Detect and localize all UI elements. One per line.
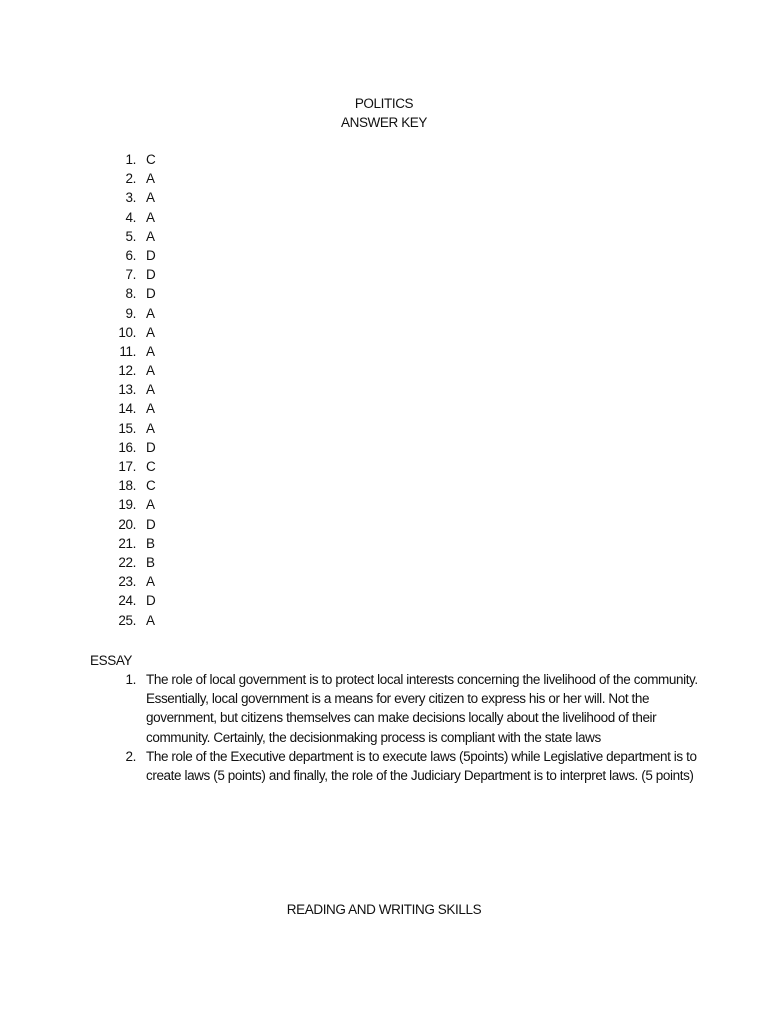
answer-number: 1. (125, 152, 136, 167)
answer-letter: A (146, 171, 155, 187)
answer-item (110, 419, 155, 438)
answer-item (110, 457, 155, 476)
answer-number: 23. (118, 574, 136, 590)
answer-letter: D (146, 516, 156, 532)
answer-item (110, 534, 155, 553)
section-heading: READING AND WRITING SKILLS (286, 902, 482, 917)
answer-number: 24. (118, 593, 136, 609)
answer-item (110, 591, 155, 610)
answer-item (110, 265, 155, 284)
answer-letter: D (146, 267, 156, 283)
answer-number: 25. (118, 612, 136, 628)
answer-item (110, 515, 155, 534)
answer-number: 3. (125, 190, 136, 206)
answer-item (110, 572, 155, 591)
answer-letter: A (146, 574, 155, 590)
answer-letter: D (146, 286, 156, 302)
answer-number: 15. (118, 420, 136, 436)
answer-letter: A (146, 324, 155, 340)
answer-letter: D (146, 247, 156, 263)
answer-number: 5. (125, 228, 136, 244)
answer-item (110, 188, 155, 207)
essay-item-number: 2. (125, 748, 136, 764)
answer-letter: C (146, 478, 156, 494)
answer-number: 16. (118, 439, 136, 455)
answer-item (110, 323, 155, 342)
answer-number: 11. (119, 343, 136, 359)
answer-number: 4. (125, 209, 136, 225)
essay-item-number: 1. (125, 672, 136, 687)
answer-number: 20. (118, 516, 136, 532)
answer-item (110, 438, 155, 457)
essay-item (110, 747, 700, 785)
answer-letter: A (146, 228, 155, 244)
answer-item (110, 495, 155, 514)
answer-item (110, 380, 155, 399)
answer-item (110, 169, 155, 188)
answer-item (110, 284, 155, 303)
answer-letter: A (146, 401, 155, 417)
essay-item (110, 670, 700, 747)
answer-number: 13. (118, 382, 136, 398)
essay-list (110, 670, 700, 785)
answer-letter: A (146, 305, 155, 321)
answer-item (110, 246, 155, 265)
essay-heading: ESSAY (90, 653, 133, 668)
answer-letter: C (146, 459, 156, 474)
answer-letter: C (146, 152, 156, 167)
answer-list (110, 150, 155, 630)
answer-letter: D (146, 439, 156, 455)
answer-letter: B (146, 554, 155, 570)
answer-item (110, 553, 155, 572)
answer-letter: D (146, 593, 156, 609)
answer-item (110, 342, 155, 361)
answer-item (110, 476, 155, 495)
answer-number: 19. (118, 497, 136, 513)
page-title: POLITICS (354, 96, 414, 111)
answer-number: 18. (118, 478, 136, 494)
answer-letter: A (146, 343, 155, 359)
page-subtitle: ANSWER KEY (340, 115, 428, 130)
answer-item (110, 208, 155, 227)
answer-letter: B (146, 535, 155, 551)
answer-number: 10. (118, 324, 136, 340)
answer-letter: A (146, 190, 155, 206)
answer-number: 17. (118, 459, 136, 474)
answer-letter: A (146, 363, 155, 379)
answer-number: 2. (125, 171, 136, 187)
answer-number: 6. (125, 247, 136, 263)
answer-item (110, 399, 155, 418)
answer-number: 7. (125, 267, 136, 283)
answer-number: 22. (118, 554, 136, 570)
answer-item (110, 611, 155, 630)
essay-item-text: The role of the Executive department is to execute laws (5points) while Legislative department is to create laws (5 points) and finally, the role of the Judiciary Department is to interpret laws. (5 points) (146, 748, 697, 784)
answer-number: 9. (125, 305, 136, 321)
answer-item (110, 227, 155, 246)
answer-item (110, 361, 155, 380)
answer-item (110, 150, 155, 169)
essay-item-text: The role of local government is to protect local interests concerning the livelihood of the community. Essentially, local government is a means for every citizen to express his or her will. Not the government, but citizens themselves can make decisions locally about the livelihood of their community. Certainly, the decisionmaking process is compliant with the state laws (146, 672, 698, 745)
answer-number: 14. (118, 401, 136, 417)
answer-letter: A (146, 497, 155, 513)
answer-letter: A (146, 420, 155, 436)
answer-letter: A (146, 382, 155, 398)
answer-item (110, 304, 155, 323)
answer-number: 8. (125, 286, 136, 302)
answer-number: 21. (118, 535, 136, 551)
answer-letter: A (146, 612, 155, 628)
answer-letter: A (146, 209, 155, 225)
answer-number: 12. (118, 363, 136, 379)
